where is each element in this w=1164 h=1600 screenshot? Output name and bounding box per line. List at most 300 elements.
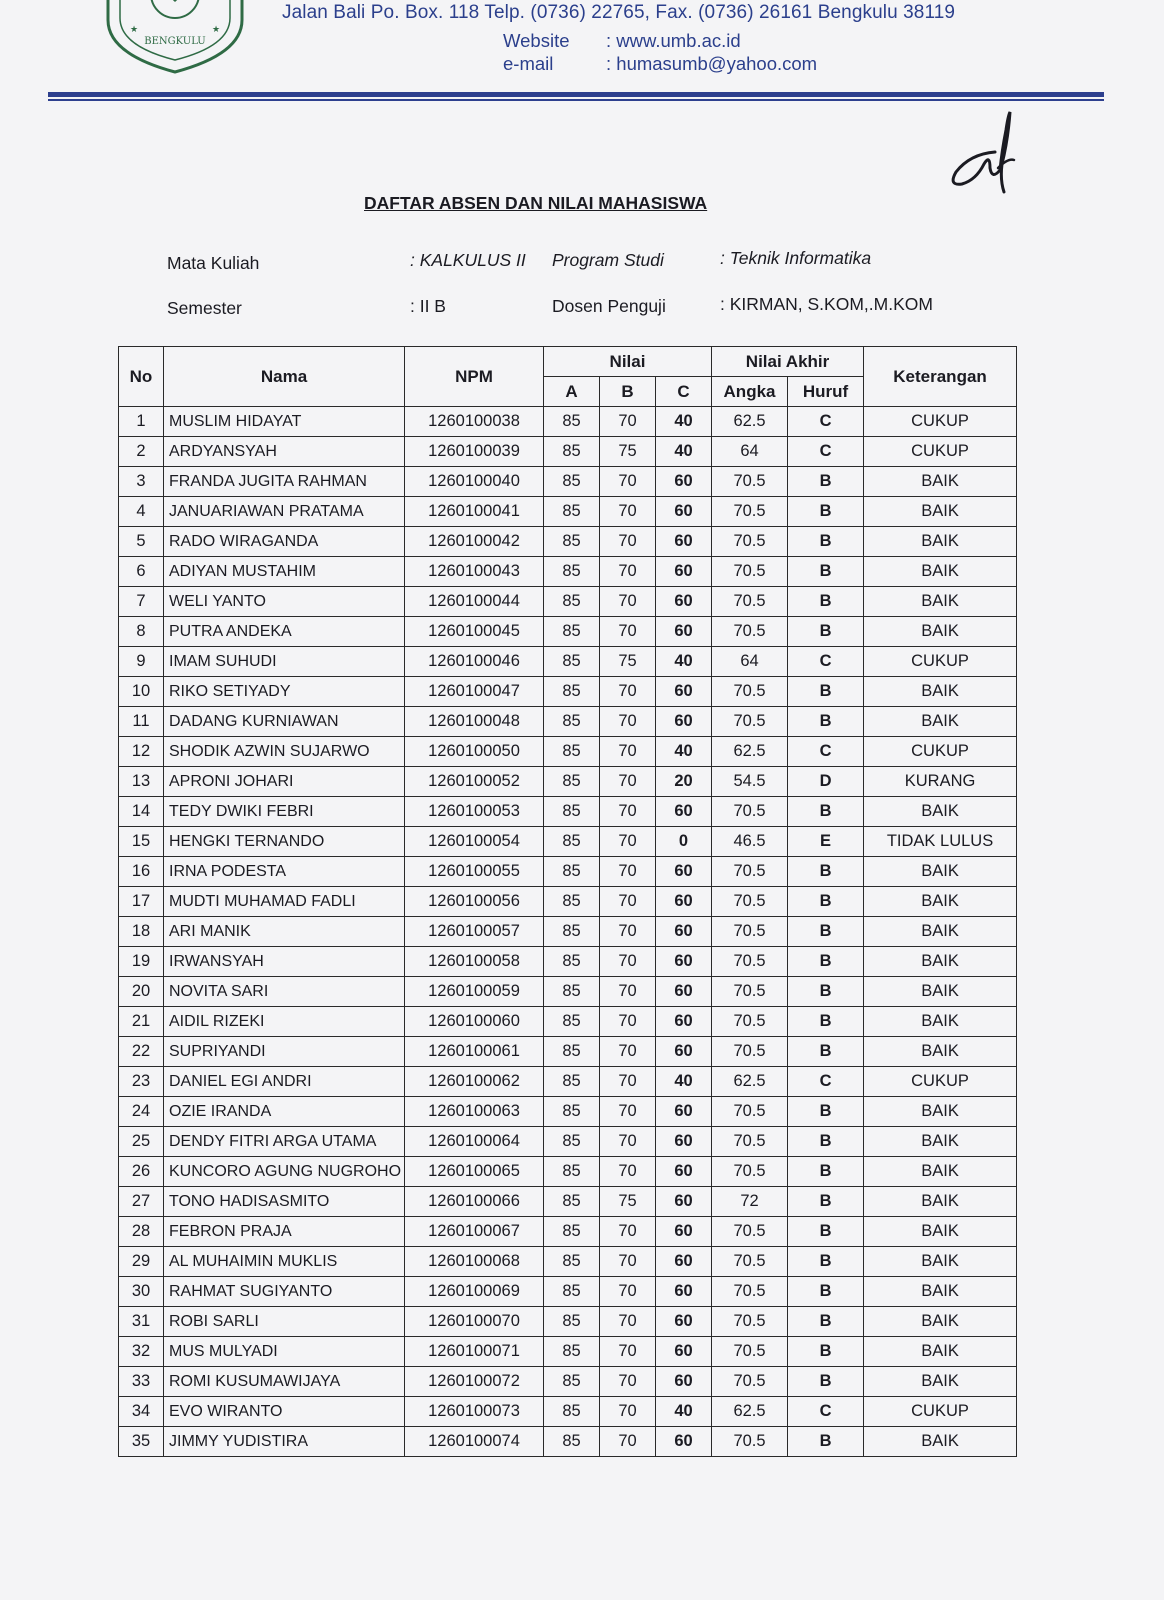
cell-npm: 1260100060 <box>405 1007 544 1037</box>
cell-keterangan: BAIK <box>864 1217 1017 1247</box>
header-nilai: Nilai <box>544 347 712 377</box>
cell-nilai-c: 60 <box>656 1307 712 1337</box>
cell-nilai-a: 85 <box>544 797 600 827</box>
cell-nilai-c: 60 <box>656 947 712 977</box>
cell-huruf: B <box>788 1157 864 1187</box>
cell-nilai-b: 70 <box>600 1067 656 1097</box>
cell-nilai-a: 85 <box>544 827 600 857</box>
cell-keterangan: BAIK <box>864 1127 1017 1157</box>
handwritten-signature <box>950 110 1030 200</box>
cell-huruf: B <box>788 797 864 827</box>
cell-nama: HENGKI TERNANDO <box>164 827 405 857</box>
cell-npm: 1260100047 <box>405 677 544 707</box>
cell-huruf: B <box>788 677 864 707</box>
cell-npm: 1260100059 <box>405 977 544 1007</box>
cell-nilai-c: 60 <box>656 1337 712 1367</box>
header-keterangan: Keterangan <box>864 347 1017 407</box>
cell-nilai-c: 60 <box>656 1277 712 1307</box>
cell-angka: 70.5 <box>712 587 788 617</box>
cell-nama: ROMI KUSUMAWIJAYA <box>164 1367 405 1397</box>
cell-nilai-c: 60 <box>656 1127 712 1157</box>
cell-huruf: B <box>788 1367 864 1397</box>
cell-no: 9 <box>119 647 164 677</box>
cell-no: 21 <box>119 1007 164 1037</box>
cell-huruf: B <box>788 977 864 1007</box>
cell-angka: 70.5 <box>712 857 788 887</box>
cell-keterangan: BAIK <box>864 977 1017 1007</box>
cell-nama: PUTRA ANDEKA <box>164 617 405 647</box>
cell-nama: JANUARIAWAN PRATAMA <box>164 497 405 527</box>
cell-nama: SUPRIYANDI <box>164 1037 405 1067</box>
cell-keterangan: BAIK <box>864 527 1017 557</box>
cell-nilai-c: 60 <box>656 977 712 1007</box>
cell-angka: 72 <box>712 1187 788 1217</box>
cell-keterangan: CUKUP <box>864 437 1017 467</box>
cell-angka: 70.5 <box>712 1157 788 1187</box>
cell-keterangan: BAIK <box>864 1277 1017 1307</box>
cell-nilai-b: 70 <box>600 1217 656 1247</box>
cell-keterangan: CUKUP <box>864 407 1017 437</box>
cell-no: 26 <box>119 1157 164 1187</box>
cell-nilai-c: 60 <box>656 707 712 737</box>
cell-angka: 70.5 <box>712 1007 788 1037</box>
cell-no: 33 <box>119 1367 164 1397</box>
cell-huruf: B <box>788 917 864 947</box>
cell-nilai-c: 60 <box>656 1007 712 1037</box>
cell-angka: 62.5 <box>712 1397 788 1427</box>
cell-nilai-a: 85 <box>544 1397 600 1427</box>
cell-angka: 70.5 <box>712 1037 788 1067</box>
header-nilai-akhir: Nilai Akhir <box>712 347 864 377</box>
cell-nilai-c: 60 <box>656 857 712 887</box>
table-row <box>119 497 1017 527</box>
cell-nama: MUS MULYADI <box>164 1337 405 1367</box>
table-row <box>119 707 1017 737</box>
cell-nilai-a: 85 <box>544 587 600 617</box>
cell-nilai-c: 60 <box>656 917 712 947</box>
cell-npm: 1260100062 <box>405 1067 544 1097</box>
cell-nama: FRANDA JUGITA RAHMAN <box>164 467 405 497</box>
cell-nama: TONO HADISASMITO <box>164 1187 405 1217</box>
cell-nilai-c: 40 <box>656 737 712 767</box>
cell-no: 32 <box>119 1337 164 1367</box>
cell-no: 31 <box>119 1307 164 1337</box>
header-a: A <box>544 377 600 407</box>
cell-nilai-b: 70 <box>600 857 656 887</box>
cell-nilai-c: 60 <box>656 527 712 557</box>
cell-no: 6 <box>119 557 164 587</box>
cell-no: 4 <box>119 497 164 527</box>
cell-no: 28 <box>119 1217 164 1247</box>
header-b: B <box>600 377 656 407</box>
cell-nilai-b: 70 <box>600 767 656 797</box>
table-row <box>119 1007 1017 1037</box>
cell-nilai-b: 70 <box>600 617 656 647</box>
cell-nilai-a: 85 <box>544 1007 600 1037</box>
cell-nama: WELI YANTO <box>164 587 405 617</box>
letterhead-divider-thick <box>48 92 1104 97</box>
cell-nilai-b: 70 <box>600 977 656 1007</box>
cell-keterangan: BAIK <box>864 1157 1017 1187</box>
cell-nama: ARI MANIK <box>164 917 405 947</box>
cell-no: 24 <box>119 1097 164 1127</box>
cell-keterangan: BAIK <box>864 587 1017 617</box>
cell-huruf: B <box>788 587 864 617</box>
university-logo <box>100 0 250 76</box>
mata-kuliah-label: Mata Kuliah <box>167 253 260 273</box>
grades-table <box>118 346 1017 1457</box>
cell-nilai-a: 85 <box>544 767 600 797</box>
table-row <box>119 587 1017 617</box>
cell-nilai-a: 85 <box>544 677 600 707</box>
cell-no: 27 <box>119 1187 164 1217</box>
cell-angka: 70.5 <box>712 1247 788 1277</box>
cell-angka: 70.5 <box>712 1367 788 1397</box>
cell-nilai-b: 70 <box>600 737 656 767</box>
cell-nilai-a: 85 <box>544 887 600 917</box>
table-row <box>119 1217 1017 1247</box>
cell-nilai-b: 70 <box>600 1037 656 1067</box>
cell-angka: 70.5 <box>712 917 788 947</box>
table-row <box>119 407 1017 437</box>
cell-nilai-b: 70 <box>600 707 656 737</box>
cell-nama: SHODIK AZWIN SUJARWO <box>164 737 405 767</box>
cell-keterangan: CUKUP <box>864 1067 1017 1097</box>
svg-text:★: ★ <box>130 25 139 35</box>
cell-nilai-a: 85 <box>544 1067 600 1097</box>
cell-nilai-a: 85 <box>544 527 600 557</box>
cell-no: 17 <box>119 887 164 917</box>
cell-nama: MUSLIM HIDAYAT <box>164 407 405 437</box>
cell-angka: 70.5 <box>712 1427 788 1457</box>
cell-npm: 1260100066 <box>405 1187 544 1217</box>
cell-keterangan: BAIK <box>864 917 1017 947</box>
cell-npm: 1260100072 <box>405 1367 544 1397</box>
cell-angka: 70.5 <box>712 527 788 557</box>
svg-text:★: ★ <box>212 25 221 35</box>
cell-keterangan: BAIK <box>864 1427 1017 1457</box>
table-row <box>119 797 1017 827</box>
dosen-value: : KIRMAN, S.KOM,.M.KOM <box>720 294 933 314</box>
cell-angka: 70.5 <box>712 1217 788 1247</box>
cell-nilai-c: 60 <box>656 1157 712 1187</box>
cell-nilai-b: 70 <box>600 1397 656 1427</box>
cell-no: 15 <box>119 827 164 857</box>
cell-nilai-b: 70 <box>600 947 656 977</box>
cell-no: 30 <box>119 1277 164 1307</box>
cell-no: 16 <box>119 857 164 887</box>
cell-nilai-a: 85 <box>544 557 600 587</box>
cell-huruf: B <box>788 887 864 917</box>
cell-angka: 62.5 <box>712 407 788 437</box>
cell-nilai-a: 85 <box>544 1337 600 1367</box>
table-row <box>119 677 1017 707</box>
cell-keterangan: BAIK <box>864 1367 1017 1397</box>
cell-no: 13 <box>119 767 164 797</box>
cell-no: 22 <box>119 1037 164 1067</box>
cell-nilai-a: 85 <box>544 1097 600 1127</box>
cell-keterangan: BAIK <box>864 617 1017 647</box>
mata-kuliah-value: : KALKULUS II <box>410 250 526 270</box>
header-angka: Angka <box>712 377 788 407</box>
cell-npm: 1260100045 <box>405 617 544 647</box>
cell-huruf: B <box>788 1427 864 1457</box>
cell-huruf: B <box>788 1037 864 1067</box>
cell-angka: 46.5 <box>712 827 788 857</box>
cell-nilai-c: 60 <box>656 677 712 707</box>
cell-nilai-a: 85 <box>544 497 600 527</box>
cell-no: 5 <box>119 527 164 557</box>
cell-keterangan: KURANG <box>864 767 1017 797</box>
header-nama: Nama <box>164 347 405 407</box>
cell-nama: IMAM SUHUDI <box>164 647 405 677</box>
cell-no: 29 <box>119 1247 164 1277</box>
cell-no: 14 <box>119 797 164 827</box>
cell-no: 11 <box>119 707 164 737</box>
cell-nilai-c: 40 <box>656 1397 712 1427</box>
header-c: C <box>656 377 712 407</box>
cell-no: 1 <box>119 407 164 437</box>
table-row <box>119 827 1017 857</box>
cell-huruf: B <box>788 947 864 977</box>
cell-huruf: B <box>788 467 864 497</box>
cell-nama: DENDY FITRI ARGA UTAMA <box>164 1127 405 1157</box>
cell-nama: RADO WIRAGANDA <box>164 527 405 557</box>
cell-nilai-b: 70 <box>600 557 656 587</box>
cell-huruf: B <box>788 557 864 587</box>
cell-nama: OZIE IRANDA <box>164 1097 405 1127</box>
cell-nilai-c: 60 <box>656 557 712 587</box>
cell-nilai-b: 70 <box>600 1247 656 1277</box>
cell-nilai-b: 70 <box>600 917 656 947</box>
cell-huruf: B <box>788 617 864 647</box>
cell-keterangan: BAIK <box>864 1007 1017 1037</box>
cell-keterangan: CUKUP <box>864 647 1017 677</box>
cell-npm: 1260100056 <box>405 887 544 917</box>
cell-keterangan: BAIK <box>864 1037 1017 1067</box>
cell-huruf: C <box>788 737 864 767</box>
cell-angka: 70.5 <box>712 497 788 527</box>
cell-nilai-a: 85 <box>544 977 600 1007</box>
cell-npm: 1260100043 <box>405 557 544 587</box>
cell-nama: ROBI SARLI <box>164 1307 405 1337</box>
cell-angka: 62.5 <box>712 1067 788 1097</box>
cell-nilai-a: 85 <box>544 1217 600 1247</box>
cell-huruf: C <box>788 407 864 437</box>
cell-angka: 70.5 <box>712 977 788 1007</box>
cell-no: 10 <box>119 677 164 707</box>
table-row <box>119 437 1017 467</box>
cell-keterangan: BAIK <box>864 497 1017 527</box>
cell-nilai-a: 85 <box>544 1277 600 1307</box>
cell-huruf: D <box>788 767 864 797</box>
cell-nama: MUDTI MUHAMAD FADLI <box>164 887 405 917</box>
cell-nilai-b: 70 <box>600 527 656 557</box>
cell-nilai-a: 85 <box>544 1037 600 1067</box>
cell-no: 2 <box>119 437 164 467</box>
table-row <box>119 1127 1017 1157</box>
cell-huruf: C <box>788 437 864 467</box>
cell-nilai-b: 70 <box>600 1007 656 1037</box>
cell-npm: 1260100054 <box>405 827 544 857</box>
cell-nilai-b: 70 <box>600 1337 656 1367</box>
cell-nilai-a: 85 <box>544 1307 600 1337</box>
table-row <box>119 1277 1017 1307</box>
table-row <box>119 947 1017 977</box>
cell-npm: 1260100042 <box>405 527 544 557</box>
cell-nilai-b: 70 <box>600 1277 656 1307</box>
header-no: No <box>119 347 164 407</box>
cell-keterangan: BAIK <box>864 857 1017 887</box>
cell-angka: 70.5 <box>712 887 788 917</box>
cell-nama: KUNCORO AGUNG NUGROHO <box>164 1157 405 1187</box>
cell-keterangan: BAIK <box>864 1097 1017 1127</box>
cell-no: 20 <box>119 977 164 1007</box>
cell-no: 23 <box>119 1067 164 1097</box>
cell-nilai-b: 70 <box>600 677 656 707</box>
cell-nama: EVO WIRANTO <box>164 1397 405 1427</box>
cell-nilai-a: 85 <box>544 467 600 497</box>
cell-nilai-a: 85 <box>544 1157 600 1187</box>
cell-keterangan: CUKUP <box>864 1397 1017 1427</box>
cell-nilai-b: 70 <box>600 497 656 527</box>
table-row <box>119 1247 1017 1277</box>
cell-angka: 64 <box>712 647 788 677</box>
cell-nama: DADANG KURNIAWAN <box>164 707 405 737</box>
cell-no: 25 <box>119 1127 164 1157</box>
cell-huruf: B <box>788 1007 864 1037</box>
cell-angka: 64 <box>712 437 788 467</box>
email-value: : humasumb@yahoo.com <box>606 53 818 74</box>
table-row <box>119 857 1017 887</box>
cell-nama: FEBRON PRAJA <box>164 1217 405 1247</box>
cell-nilai-c: 0 <box>656 827 712 857</box>
cell-npm: 1260100069 <box>405 1277 544 1307</box>
cell-npm: 1260100053 <box>405 797 544 827</box>
cell-huruf: C <box>788 1397 864 1427</box>
cell-nilai-a: 85 <box>544 737 600 767</box>
cell-npm: 1260100064 <box>405 1127 544 1157</box>
table-row <box>119 887 1017 917</box>
cell-nama: AIDIL RIZEKI <box>164 1007 405 1037</box>
cell-npm: 1260100070 <box>405 1307 544 1337</box>
table-row <box>119 1427 1017 1457</box>
cell-no: 19 <box>119 947 164 977</box>
cell-nilai-a: 85 <box>544 407 600 437</box>
cell-huruf: B <box>788 857 864 887</box>
cell-huruf: C <box>788 1067 864 1097</box>
letterhead-address: Jalan Bali Po. Box. 118 Telp. (0736) 22765, Fax. (0736) 26161 Bengkulu 38119 <box>282 2 956 23</box>
cell-angka: 70.5 <box>712 1277 788 1307</box>
cell-nilai-b: 70 <box>600 1367 656 1397</box>
cell-nilai-b: 70 <box>600 1427 656 1457</box>
program-studi-value: : Teknik Informatika <box>720 248 872 268</box>
dosen-label: Dosen Penguji <box>552 296 666 316</box>
cell-nilai-b: 70 <box>600 467 656 497</box>
cell-angka: 70.5 <box>712 1127 788 1157</box>
table-row <box>119 737 1017 767</box>
cell-nilai-a: 85 <box>544 1187 600 1217</box>
cell-nilai-b: 70 <box>600 827 656 857</box>
cell-nilai-c: 60 <box>656 1427 712 1457</box>
cell-nilai-c: 60 <box>656 887 712 917</box>
cell-nilai-a: 85 <box>544 1427 600 1457</box>
cell-npm: 1260100050 <box>405 737 544 767</box>
cell-nama: RIKO SETIYADY <box>164 677 405 707</box>
cell-huruf: B <box>788 1127 864 1157</box>
cell-keterangan: TIDAK LULUS <box>864 827 1017 857</box>
cell-huruf: E <box>788 827 864 857</box>
cell-angka: 70.5 <box>712 677 788 707</box>
cell-nilai-a: 85 <box>544 1367 600 1397</box>
table-row <box>119 1187 1017 1217</box>
cell-nilai-c: 60 <box>656 1247 712 1277</box>
table-row <box>119 1037 1017 1067</box>
cell-nama: NOVITA SARI <box>164 977 405 1007</box>
table-row <box>119 647 1017 677</box>
table-row <box>119 1337 1017 1367</box>
cell-npm: 1260100058 <box>405 947 544 977</box>
cell-nilai-c: 60 <box>656 1097 712 1127</box>
cell-keterangan: BAIK <box>864 887 1017 917</box>
cell-huruf: B <box>788 1247 864 1277</box>
cell-npm: 1260100057 <box>405 917 544 947</box>
cell-nama: DANIEL EGI ANDRI <box>164 1067 405 1097</box>
email-line <box>503 53 817 75</box>
table-row <box>119 977 1017 1007</box>
cell-no: 3 <box>119 467 164 497</box>
cell-npm: 1260100068 <box>405 1247 544 1277</box>
cell-keterangan: BAIK <box>864 557 1017 587</box>
cell-keterangan: BAIK <box>864 677 1017 707</box>
table-row <box>119 1067 1017 1097</box>
cell-huruf: B <box>788 1097 864 1127</box>
document-title: DAFTAR ABSEN DAN NILAI MAHASISWA <box>364 193 708 213</box>
cell-no: 8 <box>119 617 164 647</box>
cell-angka: 70.5 <box>712 947 788 977</box>
cell-nilai-c: 40 <box>656 647 712 677</box>
table-row <box>119 1097 1017 1127</box>
website-value: : www.umb.ac.id <box>606 30 741 51</box>
cell-nilai-c: 60 <box>656 1217 712 1247</box>
cell-keterangan: BAIK <box>864 707 1017 737</box>
cell-angka: 70.5 <box>712 1307 788 1337</box>
cell-npm: 1260100040 <box>405 467 544 497</box>
cell-npm: 1260100071 <box>405 1337 544 1367</box>
cell-huruf: B <box>788 1187 864 1217</box>
cell-nilai-b: 75 <box>600 647 656 677</box>
cell-nilai-b: 70 <box>600 1157 656 1187</box>
cell-nama: APRONI JOHARI <box>164 767 405 797</box>
cell-keterangan: BAIK <box>864 467 1017 497</box>
cell-nama: ARDYANSYAH <box>164 437 405 467</box>
email-label: e-mail <box>503 53 554 74</box>
cell-npm: 1260100041 <box>405 497 544 527</box>
cell-npm: 1260100038 <box>405 407 544 437</box>
cell-npm: 1260100048 <box>405 707 544 737</box>
cell-nilai-a: 85 <box>544 857 600 887</box>
cell-keterangan: CUKUP <box>864 737 1017 767</box>
cell-nilai-a: 85 <box>544 917 600 947</box>
cell-nilai-c: 40 <box>656 407 712 437</box>
table-row <box>119 1367 1017 1397</box>
cell-nilai-b: 70 <box>600 407 656 437</box>
cell-keterangan: BAIK <box>864 1337 1017 1367</box>
table-row <box>119 1157 1017 1187</box>
table-row <box>119 467 1017 497</box>
cell-npm: 1260100061 <box>405 1037 544 1067</box>
cell-angka: 70.5 <box>712 1097 788 1127</box>
